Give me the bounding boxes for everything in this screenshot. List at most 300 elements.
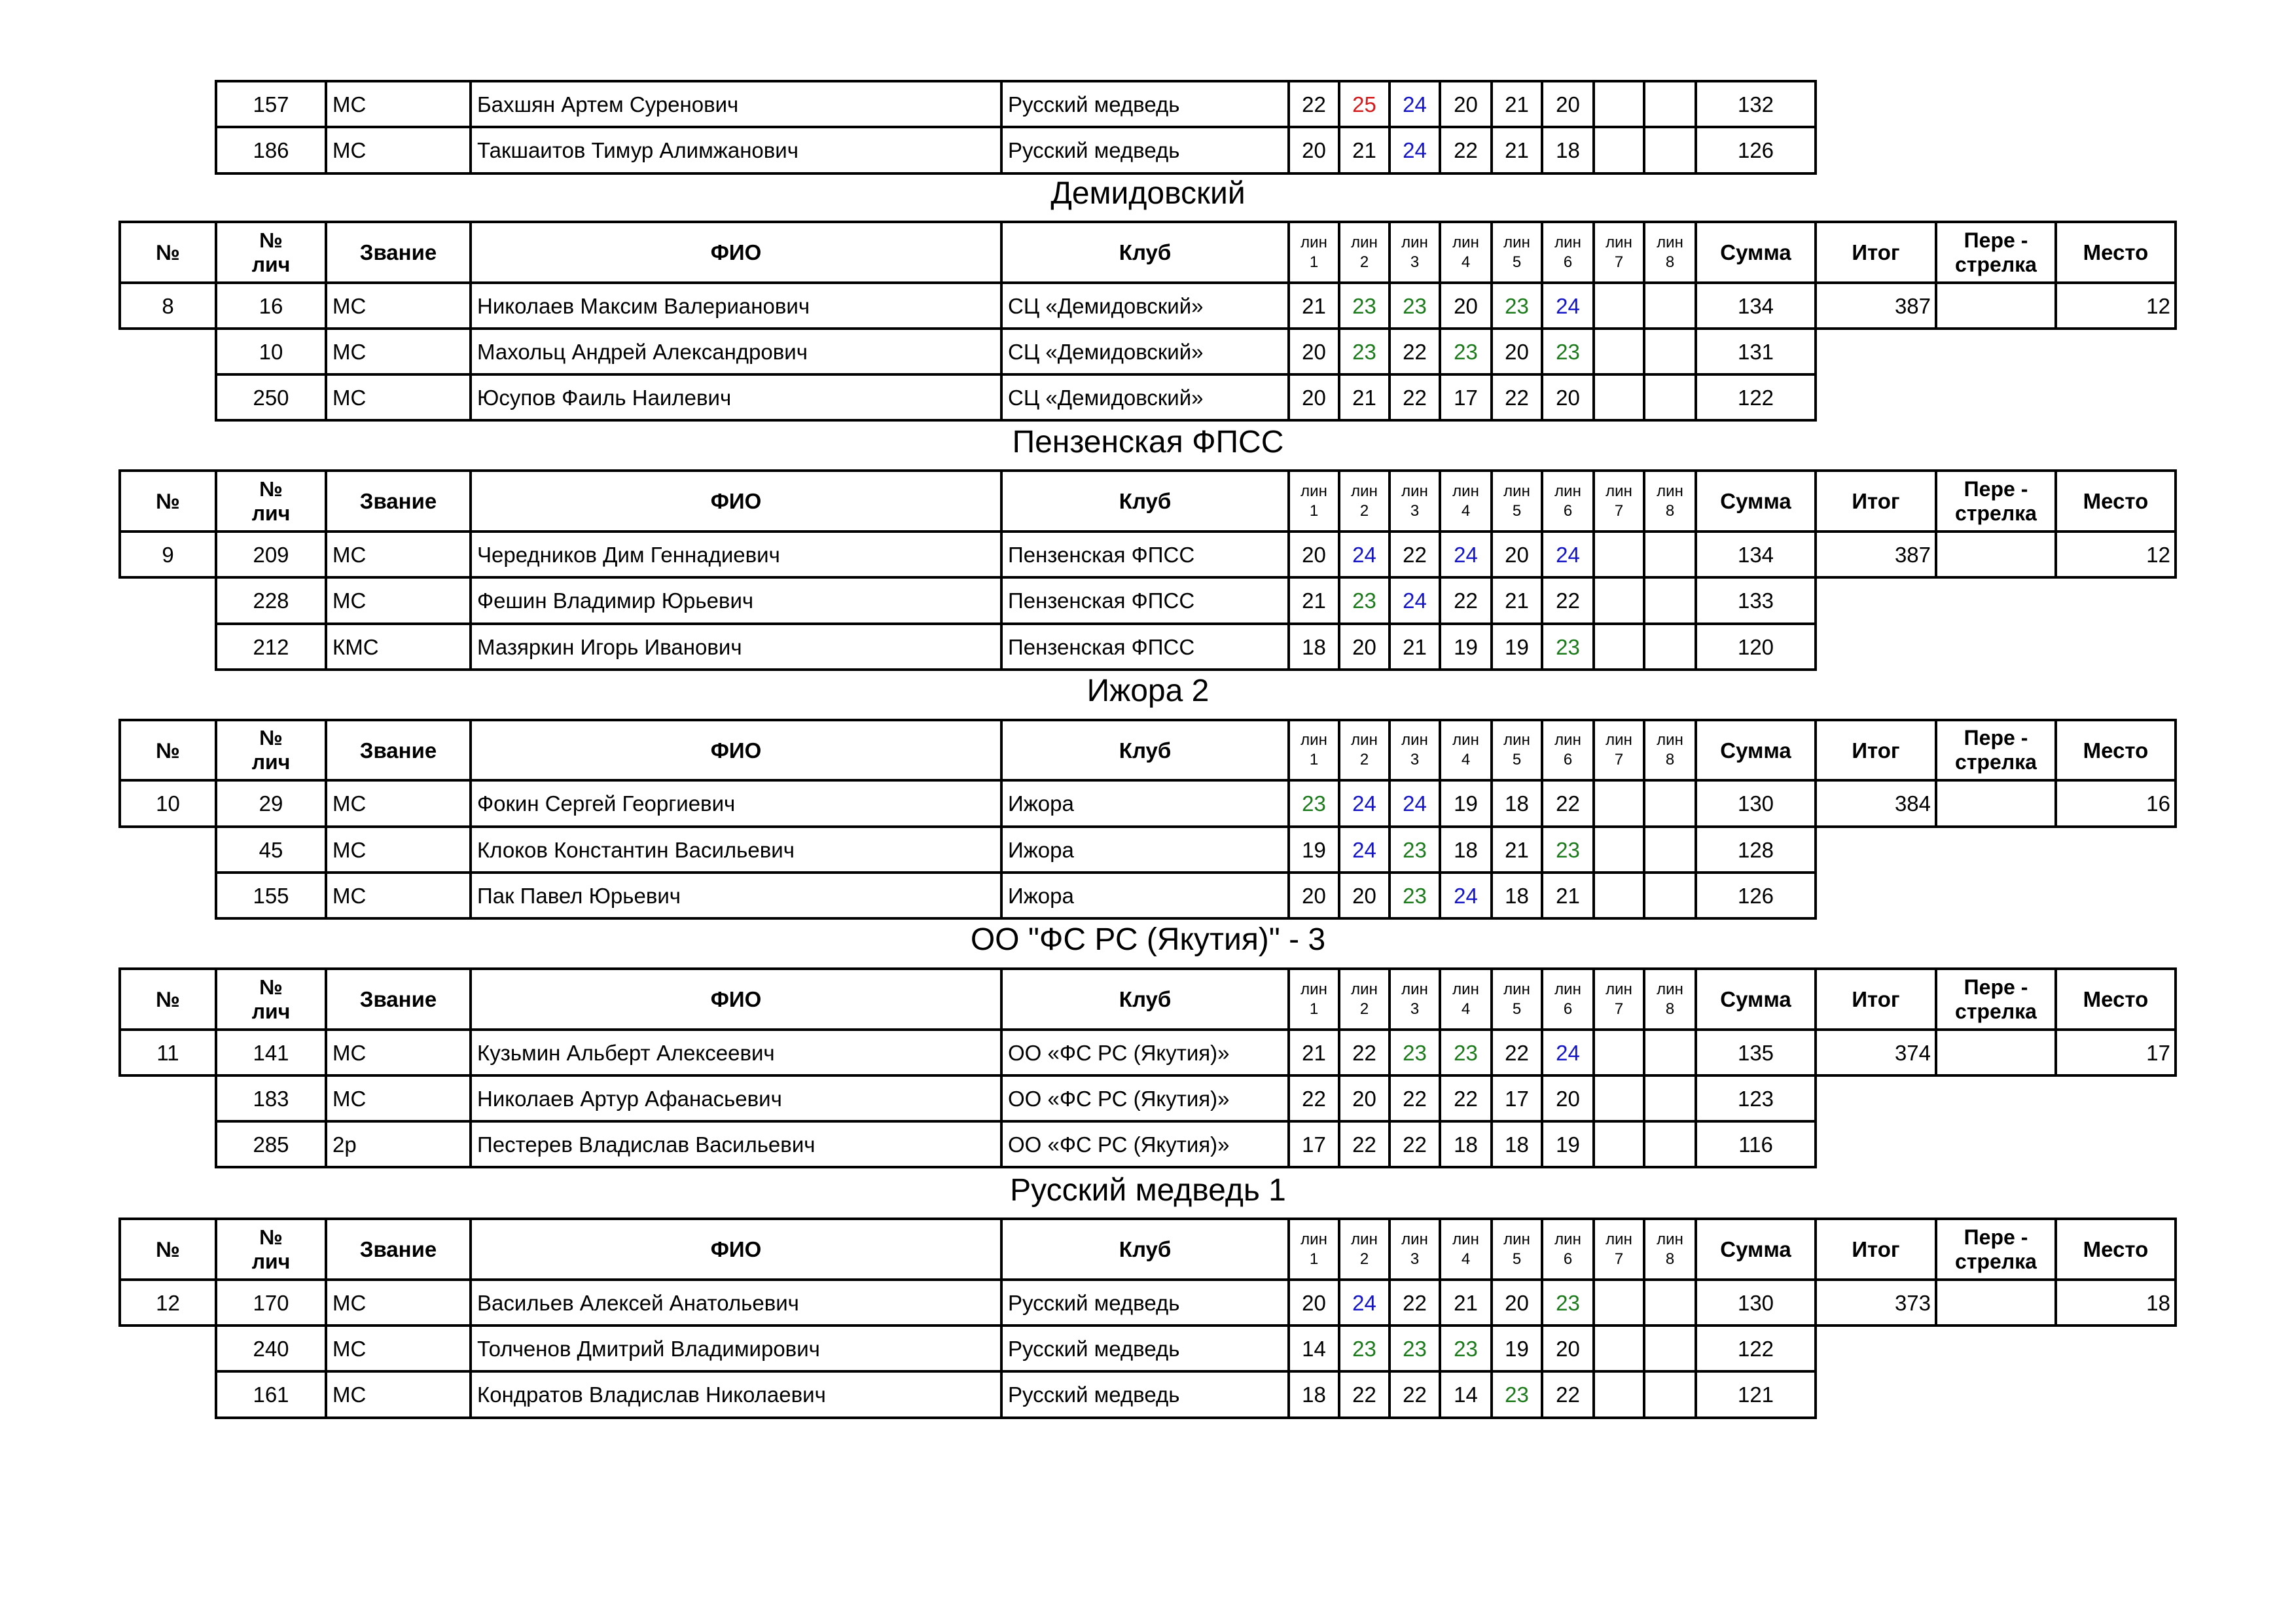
score-line-3	[1388, 530, 1441, 579]
score-line-6-text: 22	[1556, 588, 1580, 613]
personal-number	[215, 825, 327, 874]
name-cell	[469, 1120, 1003, 1168]
name-cell	[469, 80, 1003, 128]
header-shootoff-line-2: стрелка	[1955, 501, 2037, 525]
score-line-6-text: 20	[1556, 385, 1580, 410]
personal-number-text: 16	[259, 293, 283, 318]
header-shootoff-line-2: стрелка	[1955, 999, 2037, 1023]
score-line-5	[1490, 80, 1543, 128]
header-personal-no-line-1: №	[259, 726, 283, 750]
header-personal-no	[215, 967, 327, 1031]
header-no-text: №	[156, 240, 180, 264]
header-line-1-line-1: лин	[1300, 1230, 1327, 1248]
club-cell	[1000, 623, 1290, 671]
score-line-2-text: 21	[1352, 138, 1376, 162]
club-cell-text: Русский медведь	[1008, 92, 1180, 117]
sum-cell-text: 126	[1737, 138, 1774, 162]
header-line-2-line-1: лин	[1351, 233, 1378, 251]
header-line-1-line-2: 1	[1309, 1000, 1319, 1018]
header-line-1	[1287, 719, 1340, 782]
sum-cell	[1695, 1370, 1817, 1419]
score-line-3-text: 22	[1403, 1290, 1427, 1315]
header-line-4-line-2: 4	[1461, 253, 1471, 271]
header-no	[118, 719, 217, 782]
header-rank-text: Звание	[359, 1237, 437, 1261]
header-line-6-line-2: 6	[1563, 751, 1573, 768]
sum-cell	[1695, 80, 1817, 128]
score-line-1	[1287, 825, 1340, 874]
score-line-1-text: 22	[1302, 92, 1326, 117]
score-line-4	[1439, 126, 1493, 175]
team-total	[1814, 779, 1937, 828]
header-line-2-line-2: 2	[1359, 501, 1369, 520]
score-line-3-text: 21	[1403, 634, 1427, 659]
personal-number-text: 240	[253, 1336, 289, 1361]
score-line-6	[1541, 576, 1595, 625]
header-line-8-line-2: 8	[1665, 751, 1675, 768]
score-line-2	[1338, 1324, 1391, 1373]
header-line-8-line-1: лин	[1657, 233, 1683, 251]
header-line-3-line-2: 3	[1410, 1250, 1420, 1268]
header-line-4-line-2: 4	[1461, 751, 1471, 768]
header-personal-no-line-2: лич	[251, 999, 291, 1023]
header-line-1	[1287, 967, 1340, 1031]
name-cell-text: Васильев Алексей Анатольевич	[477, 1290, 799, 1315]
header-sum-text: Сумма	[1720, 489, 1791, 513]
header-shootoff	[1935, 221, 2057, 284]
club-cell-text: СЦ «Демидовский»	[1008, 293, 1204, 318]
header-name-text: ФИО	[710, 240, 762, 264]
header-line-6-line-1: лин	[1554, 731, 1581, 749]
header-line-1	[1287, 469, 1340, 533]
score-line-5-text: 23	[1505, 1382, 1529, 1407]
team-shootoff	[1935, 1278, 2057, 1327]
score-line-2-text: 22	[1352, 1040, 1376, 1065]
header-line-3	[1388, 221, 1441, 284]
sum-cell	[1695, 530, 1817, 579]
score-line-2-text: 23	[1352, 293, 1376, 318]
header-line-1-line-2: 1	[1309, 253, 1319, 271]
score-line-1-text: 21	[1302, 293, 1326, 318]
sum-cell-text: 121	[1737, 1382, 1774, 1407]
personal-number-text: 228	[253, 588, 289, 613]
score-line-2-text: 24	[1352, 1290, 1376, 1315]
header-line-3-line-2: 3	[1410, 253, 1420, 271]
score-line-4-text: 23	[1454, 339, 1478, 364]
header-no	[118, 221, 217, 284]
score-line-8	[1643, 80, 1697, 128]
score-line-4-text: 20	[1454, 293, 1478, 318]
header-line-2-line-2: 2	[1359, 253, 1369, 271]
score-line-7	[1592, 576, 1645, 625]
name-cell-text: Кондратов Владислав Николаевич	[477, 1382, 826, 1407]
name-cell-text: Фешин Владимир Юрьевич	[477, 588, 754, 613]
club-cell-text: Ижора	[1008, 791, 1074, 816]
club-cell-text: ОО «ФС РС (Якутия)»	[1008, 1040, 1230, 1065]
name-cell	[469, 126, 1003, 175]
score-line-6-text: 18	[1556, 138, 1580, 162]
header-total	[1814, 221, 1937, 284]
sum-cell-text: 122	[1737, 1336, 1774, 1361]
header-line-4	[1439, 469, 1493, 533]
header-shootoff-line-1: Пере -	[1964, 1225, 2028, 1249]
header-line-8-line-1: лин	[1657, 1230, 1683, 1248]
header-line-4	[1439, 221, 1493, 284]
sum-cell-text: 132	[1737, 92, 1774, 117]
score-line-7	[1592, 1074, 1645, 1123]
header-no	[118, 469, 217, 533]
sum-cell	[1695, 871, 1817, 920]
rank-cell-text: МС	[332, 1086, 367, 1111]
score-line-2	[1338, 1278, 1391, 1327]
score-line-3	[1388, 126, 1441, 175]
score-line-4-text: 17	[1454, 385, 1478, 410]
header-line-7-line-1: лин	[1605, 482, 1632, 500]
score-line-7	[1592, 825, 1645, 874]
club-cell	[1000, 825, 1290, 874]
score-line-1-text: 22	[1302, 1086, 1326, 1111]
team-place-text: 12	[2146, 293, 2170, 318]
sum-cell	[1695, 1074, 1817, 1123]
score-line-8	[1643, 1324, 1697, 1373]
rank-cell	[325, 1028, 472, 1077]
header-line-6-line-1: лин	[1554, 1230, 1581, 1248]
score-line-3	[1388, 1028, 1441, 1077]
header-line-5	[1490, 1218, 1543, 1281]
team-total-text: 373	[1894, 1290, 1931, 1315]
header-line-6-line-1: лин	[1554, 233, 1581, 251]
personal-number	[215, 1028, 327, 1077]
team-place	[2054, 281, 2177, 330]
header-line-6	[1541, 719, 1595, 782]
header-line-5	[1490, 967, 1543, 1031]
rank-cell	[325, 1370, 472, 1419]
name-cell	[469, 1324, 1003, 1373]
header-club-text: Клуб	[1119, 1237, 1172, 1261]
sum-cell	[1695, 373, 1817, 422]
score-line-2-text: 23	[1352, 588, 1376, 613]
personal-number-text: 212	[253, 634, 289, 659]
score-line-3	[1388, 327, 1441, 376]
score-line-7	[1592, 281, 1645, 330]
name-cell-text: Николаев Максим Валерианович	[477, 293, 810, 318]
header-line-8-line-2: 8	[1665, 501, 1675, 520]
name-cell-text: Чередников Дим Геннадиевич	[477, 542, 780, 567]
header-sum-text: Сумма	[1720, 1237, 1791, 1261]
header-sum	[1695, 1218, 1817, 1281]
header-line-3-line-1: лин	[1401, 233, 1428, 251]
score-line-3-text: 23	[1403, 837, 1427, 862]
header-line-6-line-1: лин	[1554, 482, 1581, 500]
score-line-6-text: 20	[1556, 1086, 1580, 1111]
score-line-5	[1490, 1324, 1543, 1373]
score-line-1	[1287, 1120, 1340, 1168]
header-line-8-line-2: 8	[1665, 1250, 1675, 1268]
score-line-4-text: 18	[1454, 837, 1478, 862]
score-line-3	[1388, 1324, 1441, 1373]
score-line-4	[1439, 373, 1493, 422]
header-rank-text: Звание	[359, 240, 437, 264]
sum-cell-text: 134	[1737, 293, 1774, 318]
score-line-3	[1388, 80, 1441, 128]
header-sum	[1695, 469, 1817, 533]
score-line-2-text: 20	[1352, 634, 1376, 659]
rank-cell	[325, 825, 472, 874]
header-club	[1000, 1218, 1290, 1281]
team-title: Русский медведь 1	[1010, 1173, 1286, 1208]
club-cell	[1000, 1324, 1290, 1373]
header-line-5-line-1: лин	[1503, 482, 1530, 500]
name-cell-text: Махольц Андрей Александрович	[477, 339, 808, 364]
score-line-5-text: 18	[1505, 791, 1529, 816]
header-line-4-line-2: 4	[1461, 1000, 1471, 1018]
score-line-5	[1490, 1074, 1543, 1123]
personal-number	[215, 1324, 327, 1373]
score-line-5-text: 21	[1505, 138, 1529, 162]
club-cell	[1000, 530, 1290, 579]
score-line-1	[1287, 80, 1340, 128]
header-line-6	[1541, 469, 1595, 533]
score-line-2	[1338, 623, 1391, 671]
name-cell	[469, 373, 1003, 422]
header-line-6	[1541, 1218, 1595, 1281]
header-name	[469, 719, 1003, 782]
score-line-1-text: 20	[1302, 883, 1326, 908]
personal-number-text: 170	[253, 1290, 289, 1315]
header-club-text: Клуб	[1119, 987, 1172, 1011]
score-line-1-text: 20	[1302, 339, 1326, 364]
score-line-7	[1592, 1278, 1645, 1327]
score-line-4-text: 19	[1454, 634, 1478, 659]
score-line-6-text: 23	[1556, 1290, 1580, 1315]
name-cell-text: Такшаитов Тимур Алимжанович	[477, 138, 798, 162]
score-line-4	[1439, 281, 1493, 330]
header-line-1-line-2: 1	[1309, 751, 1319, 768]
team-shootoff	[1935, 530, 2057, 579]
header-line-6	[1541, 221, 1595, 284]
score-line-3	[1388, 576, 1441, 625]
header-shootoff	[1935, 469, 2057, 533]
header-shootoff-line-1: Пере -	[1964, 975, 2028, 999]
score-line-2-text: 22	[1352, 1132, 1376, 1157]
header-shootoff-line-2: стрелка	[1955, 1249, 2037, 1273]
rank-cell-text: МС	[332, 1336, 367, 1361]
header-name	[469, 469, 1003, 533]
header-place-text: Место	[2083, 240, 2149, 264]
header-line-3-line-1: лин	[1401, 482, 1428, 500]
score-line-1	[1287, 126, 1340, 175]
club-cell	[1000, 1120, 1290, 1168]
header-place	[2054, 1218, 2177, 1281]
sum-cell	[1695, 623, 1817, 671]
header-line-7-line-1: лин	[1605, 233, 1632, 251]
score-line-4	[1439, 1028, 1493, 1077]
header-shootoff-line-1: Пере -	[1964, 477, 2028, 501]
personal-number-text: 183	[253, 1086, 289, 1111]
header-line-2	[1338, 469, 1391, 533]
score-line-1	[1287, 1278, 1340, 1327]
header-sum-text: Сумма	[1720, 987, 1791, 1011]
score-line-1	[1287, 871, 1340, 920]
score-line-6-text: 19	[1556, 1132, 1580, 1157]
club-cell	[1000, 80, 1290, 128]
score-line-1-text: 20	[1302, 385, 1326, 410]
score-line-7	[1592, 1370, 1645, 1419]
header-line-4-line-1: лин	[1452, 233, 1479, 251]
header-line-8	[1643, 719, 1697, 782]
header-shootoff-line-1: Пере -	[1964, 228, 2028, 252]
personal-number	[215, 576, 327, 625]
personal-number	[215, 126, 327, 175]
header-line-2	[1338, 221, 1391, 284]
personal-number-text: 45	[259, 837, 283, 862]
header-rank	[325, 221, 472, 284]
sum-cell-text: 126	[1737, 883, 1774, 908]
score-line-5-text: 21	[1505, 837, 1529, 862]
header-line-7-line-1: лин	[1605, 731, 1632, 749]
rank-cell	[325, 576, 472, 625]
header-place	[2054, 469, 2177, 533]
sum-cell	[1695, 281, 1817, 330]
personal-number	[215, 327, 327, 376]
score-line-2-text: 23	[1352, 339, 1376, 364]
header-club	[1000, 967, 1290, 1031]
score-line-2-text: 20	[1352, 1086, 1376, 1111]
club-cell-text: ОО «ФС РС (Якутия)»	[1008, 1086, 1230, 1111]
header-personal-no	[215, 221, 327, 284]
header-line-2	[1338, 1218, 1391, 1281]
club-cell	[1000, 1074, 1290, 1123]
name-cell	[469, 1028, 1003, 1077]
score-line-2	[1338, 327, 1391, 376]
team-total-text: 374	[1894, 1040, 1931, 1065]
score-line-5-text: 20	[1505, 542, 1529, 567]
score-line-1	[1287, 779, 1340, 828]
header-name	[469, 1218, 1003, 1281]
team-number	[118, 1278, 217, 1327]
header-line-5	[1490, 221, 1543, 284]
score-line-5-text: 21	[1505, 92, 1529, 117]
score-line-6	[1541, 530, 1595, 579]
header-rank-text: Звание	[359, 987, 437, 1011]
score-line-2-text: 23	[1352, 1336, 1376, 1361]
header-club	[1000, 469, 1290, 533]
team-number-text: 12	[156, 1290, 180, 1315]
header-line-8	[1643, 1218, 1697, 1281]
header-total-text: Итог	[1852, 240, 1900, 264]
sum-cell	[1695, 1028, 1817, 1077]
score-line-3	[1388, 373, 1441, 422]
score-line-2	[1338, 825, 1391, 874]
header-personal-no-line-1: №	[259, 228, 283, 252]
name-cell	[469, 825, 1003, 874]
score-line-2	[1338, 126, 1391, 175]
score-line-8	[1643, 530, 1697, 579]
header-line-4-line-1: лин	[1452, 1230, 1479, 1248]
score-line-5	[1490, 281, 1543, 330]
club-cell-text: Пензенская ФПСС	[1008, 634, 1195, 659]
name-cell	[469, 281, 1003, 330]
club-cell-text: Ижора	[1008, 883, 1074, 908]
score-line-4-text: 20	[1454, 92, 1478, 117]
score-line-8	[1643, 1028, 1697, 1077]
score-line-5	[1490, 373, 1543, 422]
header-line-1	[1287, 221, 1340, 284]
header-line-6-line-2: 6	[1563, 501, 1573, 520]
name-cell-text: Пак Павел Юрьевич	[477, 883, 681, 908]
rank-cell-text: КМС	[332, 634, 379, 659]
score-line-5-text: 18	[1505, 1132, 1529, 1157]
header-line-2-line-2: 2	[1359, 751, 1369, 768]
rank-cell-text: МС	[332, 883, 367, 908]
score-line-7	[1592, 871, 1645, 920]
personal-number	[215, 530, 327, 579]
score-line-3-text: 23	[1403, 293, 1427, 318]
team-total-text: 384	[1894, 791, 1931, 816]
score-line-6-text: 20	[1556, 92, 1580, 117]
score-line-5	[1490, 779, 1543, 828]
score-line-6	[1541, 80, 1595, 128]
score-line-3	[1388, 1278, 1441, 1327]
score-line-6	[1541, 623, 1595, 671]
header-line-8-line-1: лин	[1657, 482, 1683, 500]
rank-cell-text: МС	[332, 791, 367, 816]
rank-cell	[325, 623, 472, 671]
score-line-3-text: 24	[1403, 588, 1427, 613]
team-total-text: 387	[1894, 293, 1931, 318]
name-cell-text: Мазяркин Игорь Иванович	[477, 634, 742, 659]
score-line-2	[1338, 871, 1391, 920]
header-line-6	[1541, 967, 1595, 1031]
header-line-8-line-2: 8	[1665, 253, 1675, 271]
score-line-2	[1338, 1028, 1391, 1077]
name-cell	[469, 623, 1003, 671]
score-line-5-text: 22	[1505, 1040, 1529, 1065]
score-line-4	[1439, 1278, 1493, 1327]
header-line-2-line-1: лин	[1351, 731, 1378, 749]
score-line-2	[1338, 281, 1391, 330]
score-line-6-text: 24	[1556, 293, 1580, 318]
score-line-8	[1643, 825, 1697, 874]
score-line-6	[1541, 825, 1595, 874]
club-cell	[1000, 779, 1290, 828]
personal-number	[215, 1370, 327, 1419]
header-sum	[1695, 967, 1817, 1031]
score-line-2-text: 21	[1352, 385, 1376, 410]
club-cell-text: Ижора	[1008, 837, 1074, 862]
header-name	[469, 967, 1003, 1031]
score-line-1-text: 20	[1302, 542, 1326, 567]
name-cell	[469, 1074, 1003, 1123]
header-line-2-line-2: 2	[1359, 1000, 1369, 1018]
rank-cell-text: МС	[332, 92, 367, 117]
header-line-3	[1388, 1218, 1441, 1281]
sum-cell-text: 122	[1737, 385, 1774, 410]
team-place	[2054, 1028, 2177, 1077]
score-line-4	[1439, 871, 1493, 920]
header-line-4-line-1: лин	[1452, 731, 1479, 749]
rank-cell	[325, 281, 472, 330]
header-line-8	[1643, 221, 1697, 284]
score-line-4	[1439, 1120, 1493, 1168]
score-line-1-text: 21	[1302, 1040, 1326, 1065]
rank-cell	[325, 327, 472, 376]
sum-cell-text: 133	[1737, 588, 1774, 613]
header-line-7	[1592, 1218, 1645, 1281]
header-line-7	[1592, 719, 1645, 782]
header-line-3-line-2: 3	[1410, 1000, 1420, 1018]
header-line-6-line-1: лин	[1554, 980, 1581, 998]
